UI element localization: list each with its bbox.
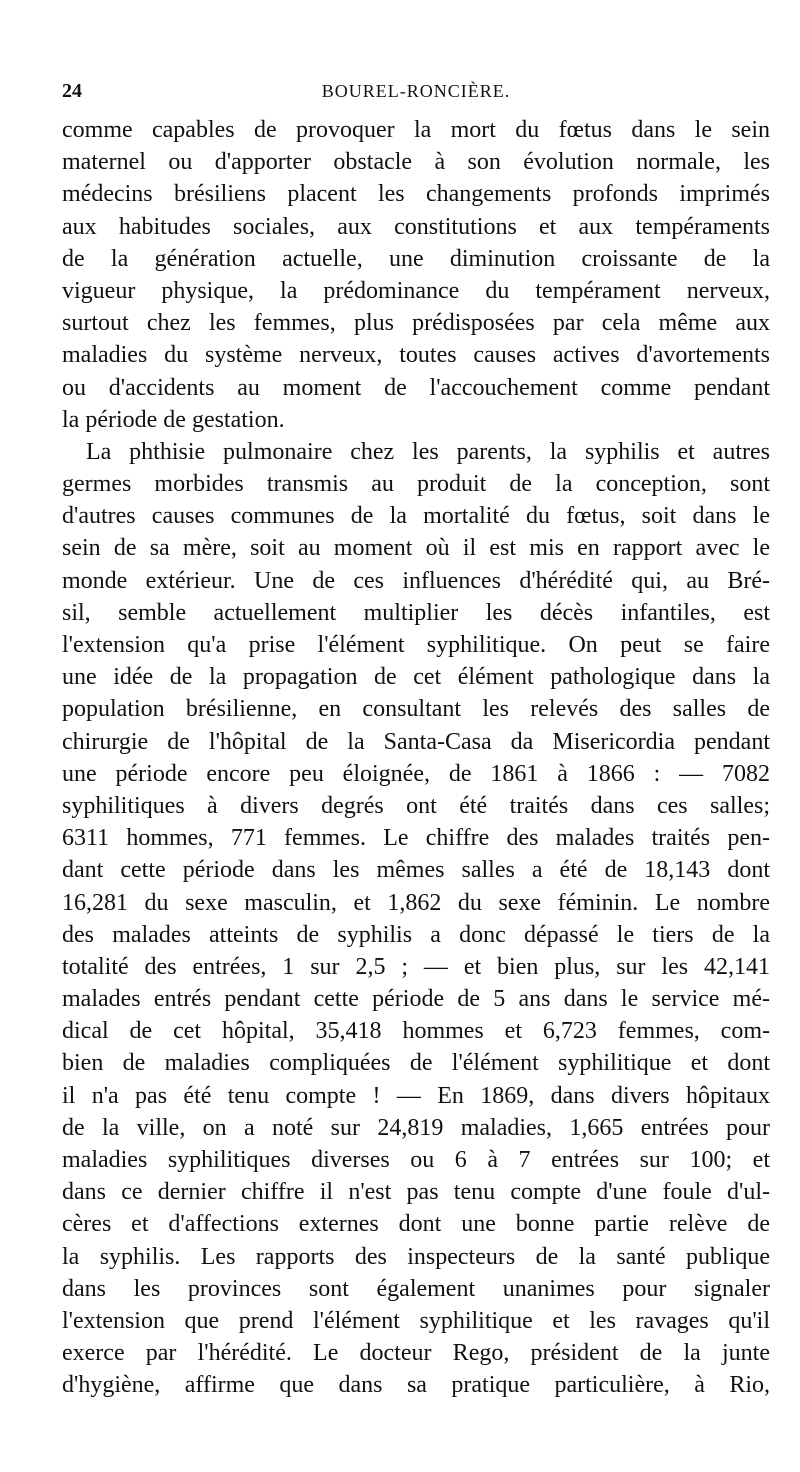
text-line: dical de cet hôpital, 35,418 hommes et 6,723 femmes, com- xyxy=(62,1018,770,1045)
text-line: vigueur physique, la prédominance du tempérament nerveux, xyxy=(62,277,770,304)
text-line: bien de maladies compliquées de l'élément syphilitique et dont xyxy=(62,1050,770,1077)
running-header xyxy=(62,74,770,108)
text-line: dans ce dernier chiffre il n'est pas tenu compte d'une foule d'ul- xyxy=(62,1179,770,1206)
paragraph-1 xyxy=(62,114,770,436)
text-line: surtout chez les femmes, plus prédisposées par cela même aux xyxy=(62,310,770,337)
text-line: maladies syphilitiques diverses ou 6 à 7 entrées sur 100; et xyxy=(62,1147,770,1173)
text-line: des malades atteints de syphilis a donc dépassé le tiers de la xyxy=(62,921,770,948)
text-line: ou d'accidents au moment de l'accouchement comme pendant xyxy=(62,374,770,401)
text-line: maladies du système nerveux, toutes causes actives d'avortements xyxy=(62,342,770,369)
body-text xyxy=(62,114,770,1402)
text-line: sein de sa mère, soit au moment où il est mis en rapport avec le xyxy=(62,535,770,562)
text-line: monde extérieur. Une de ces influences d'hérédité qui, au Bré- xyxy=(62,567,770,594)
text-line: totalité des entrées, 1 sur 2,5 ; — et bien plus, sur les 42,141 xyxy=(62,953,770,980)
text-line: il n'a pas été tenu compte ! — En 1869, dans divers hôpitaux xyxy=(62,1082,770,1109)
text-line: syphilitiques à divers degrés ont été traités dans ces salles; xyxy=(62,792,770,819)
text-line: La phthisie pulmonaire chez les parents, la syphilis et autres xyxy=(86,438,770,465)
text-line: germes morbides transmis au produit de la conception, sont xyxy=(62,471,770,498)
text-line: population brésilienne, en consultant les relevés des salles de xyxy=(62,696,770,723)
page-number: 24 xyxy=(62,80,82,102)
text-line: exerce par l'hérédité. Le docteur Rego, président de la junte xyxy=(62,1340,770,1367)
text-line: la période de gestation. xyxy=(62,406,285,433)
text-line: dans les provinces sont également unanimes pour signaler xyxy=(62,1275,770,1302)
text-line: cères et d'affections externes dont une bonne partie relève de xyxy=(62,1211,770,1238)
text-line: malades entrés pendant cette période de 5 ans dans le service mé- xyxy=(62,986,770,1013)
text-line: une période encore peu éloignée, de 1861 à 1866 : — 7082 xyxy=(62,760,770,787)
text-line: sil, semble actuellement multiplier les décès infantiles, est xyxy=(62,599,770,626)
text-line: d'hygiène, affirme que dans sa pratique particulière, à Rio, xyxy=(62,1372,770,1399)
text-line: aux habitudes sociales, aux constitutions et aux tempéraments xyxy=(62,213,770,240)
running-title: BOUREL-RONCIÈRE. xyxy=(321,81,511,101)
text-line: de la génération actuelle, une diminution croissante de la xyxy=(62,245,770,272)
text-line: la syphilis. Les rapports des inspecteurs de la santé publique xyxy=(62,1243,770,1270)
text-line: chirurgie de l'hôpital de la Santa-Casa da Misericordia pendant xyxy=(62,728,770,755)
text-line: l'extension que prend l'élément syphilitique et les ravages qu'il xyxy=(62,1307,770,1334)
text-line: l'extension qu'a prise l'élément syphilitique. On peut se faire xyxy=(62,632,770,658)
text-line: comme capables de provoquer la mort du fœtus dans le sein xyxy=(62,117,770,143)
text-line: 16,281 du sexe masculin, et 1,862 du sexe féminin. Le nombre xyxy=(62,889,770,916)
text-line: dant cette période dans les mêmes salles a été de 18,143 dont xyxy=(62,857,770,884)
text-line: une idée de la propagation de cet élément pathologique dans la xyxy=(62,664,770,691)
text-line: maternel ou d'apporter obstacle à son évolution normale, les xyxy=(62,149,770,176)
text-line: d'autres causes communes de la mortalité du fœtus, soit dans le xyxy=(62,503,770,530)
text-line: de la ville, on a noté sur 24,819 maladies, 1,665 entrées pour xyxy=(62,1114,770,1141)
paragraph-2 xyxy=(62,436,770,1402)
document-page xyxy=(62,74,770,1402)
text-line: 6311 hommes, 771 femmes. Le chiffre des malades traités pen- xyxy=(62,825,770,852)
text-line: médecins brésiliens placent les changements profonds imprimés xyxy=(62,181,770,208)
